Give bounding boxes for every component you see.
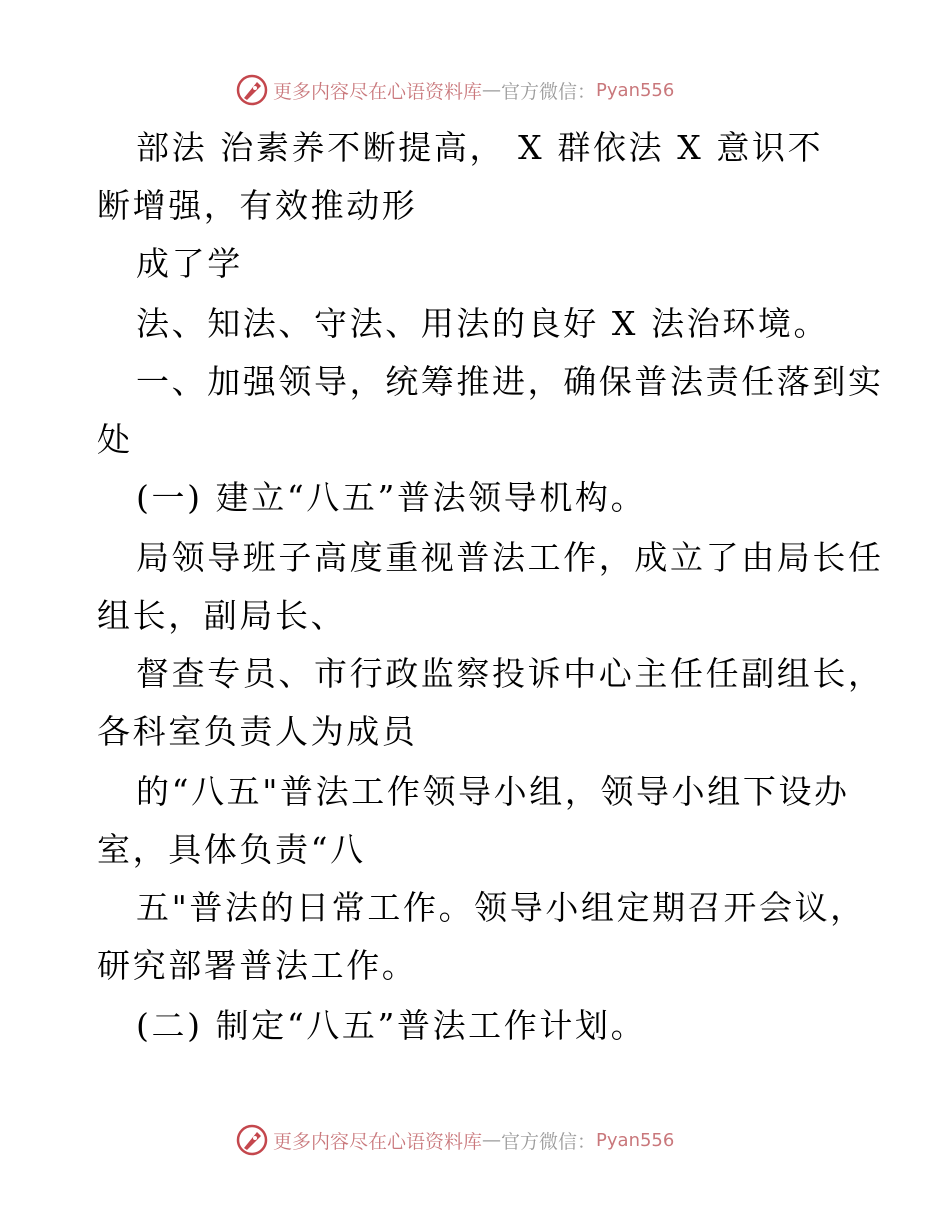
watermark-wechat-label: 官方微信： bbox=[501, 80, 597, 103]
text-line: 局领导班子高度重视普法工作，成立了由局长任 bbox=[136, 538, 884, 577]
text-line: (一) 建立“八五”普法领导机构。 bbox=[136, 478, 647, 517]
pen-nib-logo-icon bbox=[235, 1123, 269, 1157]
watermark-wechat-id: Pyan556 bbox=[596, 79, 675, 101]
text-line: 室，具体负责“八 bbox=[97, 830, 366, 869]
text-line: 一、加强领导，统筹推进，确保普法责任落到实 bbox=[136, 362, 884, 401]
watermark-wechat-label: 官方微信： bbox=[501, 1130, 597, 1153]
watermark-wechat-id: Pyan556 bbox=[596, 1129, 675, 1151]
text-line: 组长，副局长、 bbox=[97, 596, 347, 635]
text-line: 法、知法、守法、用法的良好 X 法治环境。 bbox=[136, 304, 830, 343]
watermark-text: 更多内容尽在心语资料库 bbox=[273, 1130, 483, 1153]
text-line: 督查专员、市行政监察投诉中心主任任副组长， bbox=[136, 654, 884, 693]
text-line: 处 bbox=[97, 420, 133, 459]
text-line: 研究部署普法工作。 bbox=[97, 946, 418, 985]
footer-watermark bbox=[235, 1122, 674, 1158]
text-line: 的“八五"普法工作领导小组，领导小组下设办 bbox=[136, 772, 850, 811]
text-line: 部法 治素养不断提高， X 群依法 X 意识不 bbox=[136, 128, 824, 167]
text-line: 五"普法的日常工作。领导小组定期召开会议， bbox=[136, 888, 866, 927]
watermark-dash: — bbox=[482, 1129, 502, 1151]
text-line: (二) 制定“八五”普法工作计划。 bbox=[136, 1006, 647, 1045]
text-line: 各科室负责人为成员 bbox=[97, 712, 418, 751]
watermark-text: 更多内容尽在心语资料库 bbox=[273, 80, 483, 103]
text-line: 成了学 bbox=[136, 244, 243, 283]
text-line: 断增强，有效推动形 bbox=[97, 186, 418, 225]
watermark-dash: — bbox=[482, 79, 502, 101]
